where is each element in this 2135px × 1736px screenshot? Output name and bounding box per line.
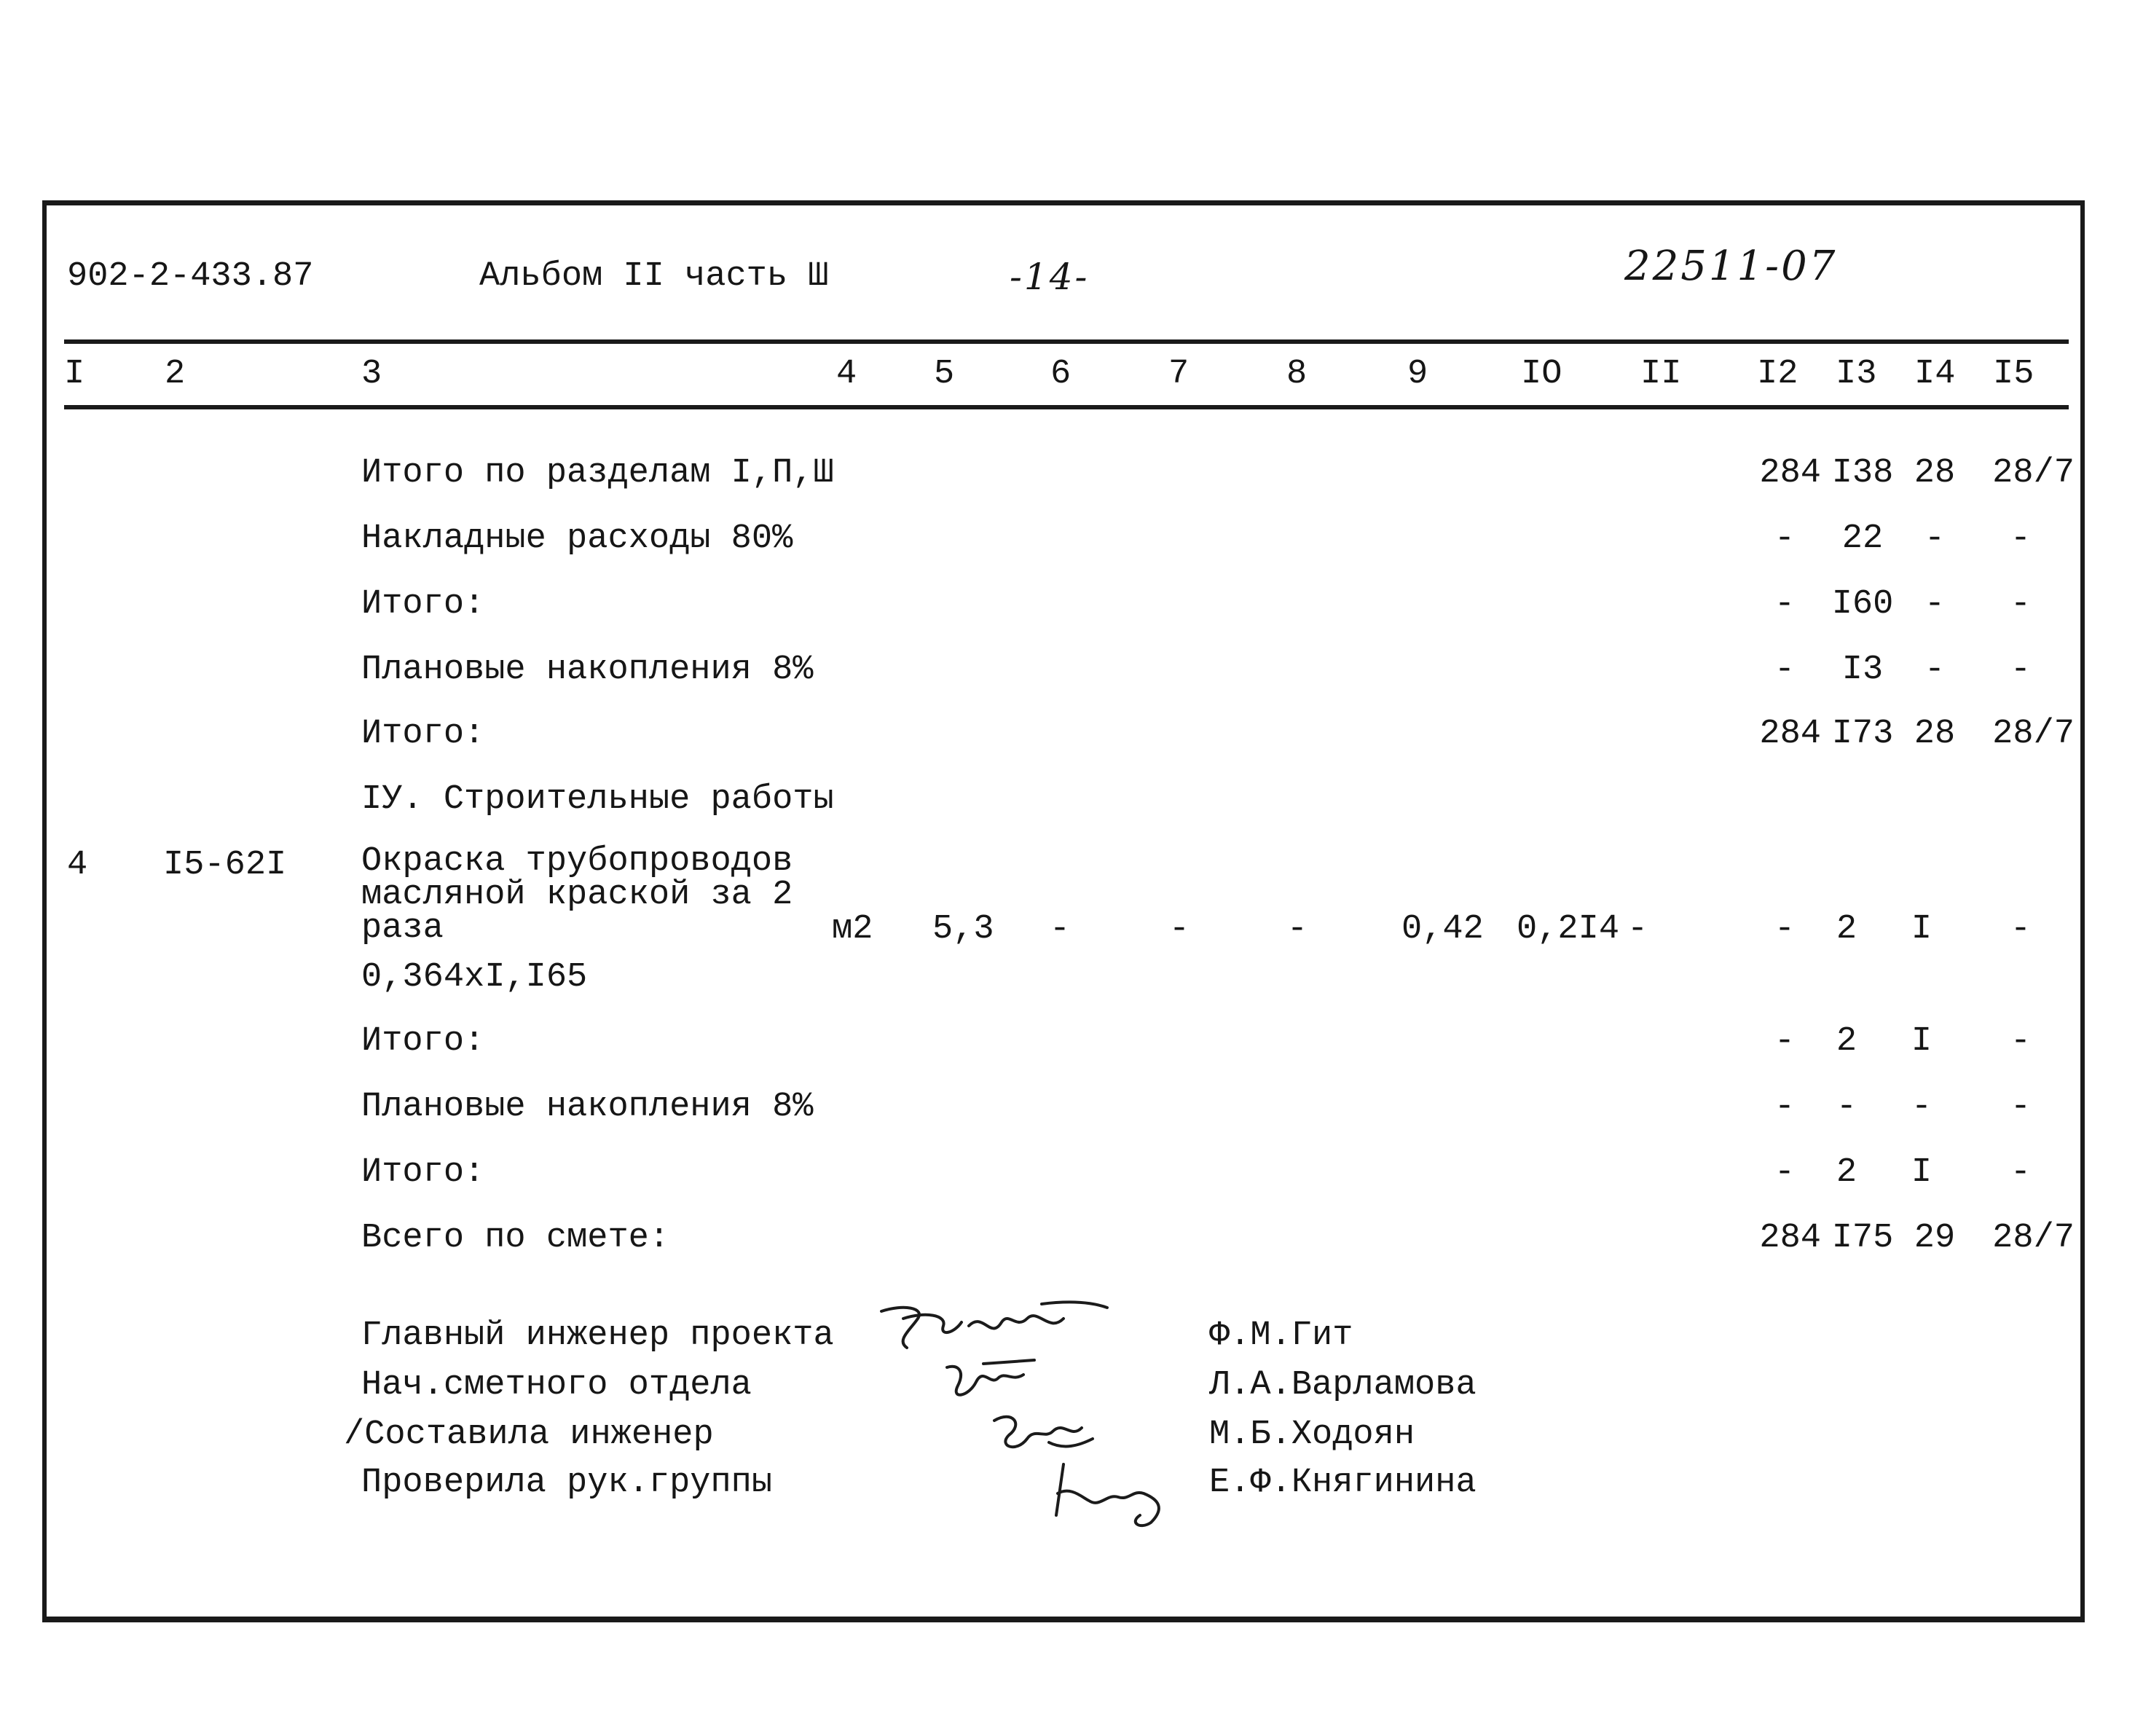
item-number: 4 [67,846,88,884]
col-num-11: II [1640,355,1682,393]
handwritten-signature-4 [1049,1457,1180,1530]
row-value-c13: 2 [1836,1022,1857,1061]
row-value-c15: 28/7 [1992,715,2075,753]
signature-name: М.Б.Ходоян [1209,1415,1415,1454]
signature-name: Ф.М.Гит [1209,1316,1353,1355]
item-description-line-2: масляной краской за 2 [361,876,793,914]
item-c6: - [1049,910,1071,948]
item-unit: м2 [832,910,873,948]
row-value-c13: I3 [1841,651,1884,689]
col-num-7: 7 [1168,355,1190,393]
row-value-c12: - [1774,585,1796,624]
row-value-c14: - [1924,519,1946,558]
signature-role: /Составила инженер [344,1415,714,1454]
section-heading: IУ. Строительные работы [361,780,834,819]
row-label: Итого по разделам I,П,Ш [361,454,834,492]
col-num-3: 3 [361,355,382,393]
row-value-c12: - [1774,1153,1796,1192]
item-description-line-3: раза [361,909,444,948]
row-value-c12: - [1774,1088,1796,1126]
handwritten-signature-1 [874,1297,1122,1355]
row-value-c12: - [1774,519,1796,558]
item-c11: - [1627,910,1648,948]
album-label: Альбом II часть Ш [479,257,829,296]
page-number: -14- [1010,256,1090,298]
row-value-c15: - [2010,910,2032,948]
row-value-c15: - [2010,519,2032,558]
header-rule-bottom [64,405,2069,409]
row-value-c15: 28/7 [1992,454,2075,492]
row-value-c15: - [2010,1022,2032,1061]
col-num-6: 6 [1050,355,1072,393]
row-value-c15: - [2010,1153,2032,1192]
row-value-c12: 284 [1759,715,1821,753]
col-num-9: 9 [1407,355,1428,393]
row-value-c15: - [2010,651,2032,689]
col-num-4: 4 [836,355,857,393]
header-rule-top [64,339,2069,344]
row-value-c12: - [1774,1022,1796,1061]
row-value-c13: - [1836,1088,1857,1126]
handwritten-signature-3 [983,1406,1100,1464]
row-value-c13: I73 [1831,715,1894,753]
row-value-c14: - [1924,651,1946,689]
col-num-8: 8 [1286,355,1308,393]
row-value-c14: - [1924,585,1946,624]
item-code: I5-62I [163,846,287,884]
row-label: Всего по смете: [361,1219,670,1257]
row-value-c12: - [1774,651,1796,689]
row-value-c14: 28 [1914,715,1956,753]
col-num-14: I4 [1914,355,1956,393]
signature-name: Е.Ф.Княгинина [1209,1464,1477,1502]
item-c9: 0,42 [1401,910,1484,948]
row-label: Накладные расходы 80% [361,519,793,558]
row-label: Итого: [361,715,485,753]
item-c7: - [1168,910,1190,948]
signature-role: Главный инженер проекта [361,1316,834,1355]
col-num-1: I [64,355,85,393]
doc-number: 902-2-433.87 [67,257,314,296]
row-value-c13: I75 [1831,1219,1894,1257]
col-num-2: 2 [165,355,186,393]
col-num-13: I3 [1836,355,1877,393]
item-quantity: 5,3 [932,910,994,948]
row-value-c13: 22 [1841,519,1884,558]
item-formula: 0,364хI,I65 [361,958,588,997]
row-value-c12: - [1774,910,1796,948]
row-label: Итого: [361,1022,485,1061]
row-value-c14: 29 [1914,1219,1956,1257]
col-num-12: I2 [1757,355,1798,393]
row-label: Плановые накопления 8% [361,1088,814,1126]
registration-number: 22511-07 [1624,243,1838,290]
row-value-c14: I [1911,1022,1932,1061]
row-value-c15: 28/7 [1992,1219,2075,1257]
row-label: Итого: [361,1153,485,1192]
col-num-10: IO [1521,355,1562,393]
row-value-c15: - [2010,585,2032,624]
col-num-15: I5 [1993,355,2034,393]
row-value-c13: 2 [1836,910,1857,948]
row-value-c13: I38 [1831,454,1894,492]
item-description-line-1: Окраска трубопроводов [361,842,793,881]
row-value-c13: 2 [1836,1153,1857,1192]
row-label: Итого: [361,585,485,624]
row-value-c14: I [1911,1153,1932,1192]
row-label: Плановые накопления 8% [361,651,814,689]
signature-role: Проверила рук.группы [361,1464,773,1502]
signature-name: Л.А.Варламова [1209,1366,1477,1405]
handwritten-signature-2 [932,1356,1049,1407]
row-value-c14: 28 [1914,454,1956,492]
col-num-5: 5 [934,355,955,393]
signature-role: Нач.сметного отдела [361,1366,752,1405]
row-value-c14: - [1911,1088,1932,1126]
item-c10: 0,2I4 [1517,910,1620,948]
row-value-c13: I60 [1831,585,1894,624]
row-value-c12: 284 [1759,1219,1821,1257]
item-c8: - [1286,910,1308,948]
row-value-c15: - [2010,1088,2032,1126]
row-value-c14: I [1911,910,1932,948]
row-value-c12: 284 [1759,454,1821,492]
